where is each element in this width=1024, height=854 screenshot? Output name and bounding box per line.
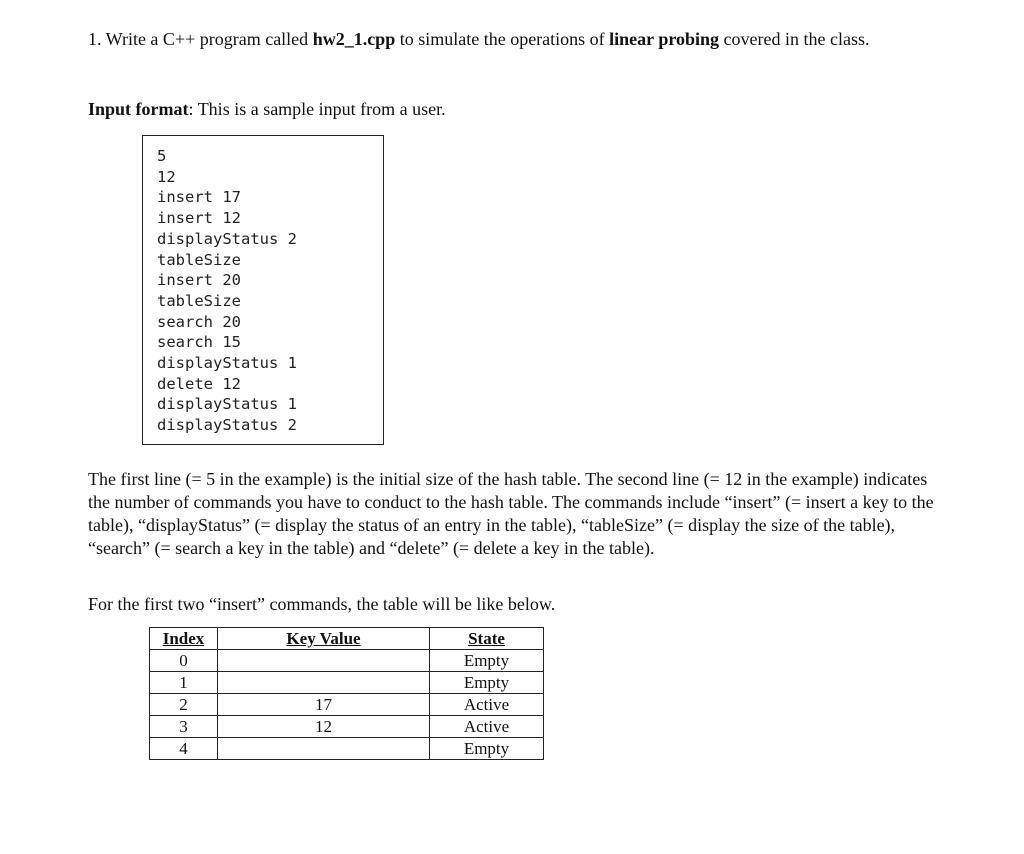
table-header-row bbox=[150, 628, 544, 650]
code-line: delete 12 bbox=[157, 374, 241, 393]
cell-index: 0 bbox=[150, 650, 218, 672]
header-key-value: Key Value bbox=[218, 628, 430, 650]
code-line: search 20 bbox=[157, 312, 241, 331]
code-line: insert 20 bbox=[157, 271, 241, 290]
code-line: insert 17 bbox=[157, 188, 241, 207]
cell-key: 17 bbox=[218, 694, 430, 716]
input-format-text: : This is a sample input from a user. bbox=[188, 99, 446, 119]
table-row bbox=[150, 716, 544, 738]
question-prefix: 1. Write a C++ program called bbox=[88, 29, 313, 49]
question-middle: to simulate the operations of bbox=[395, 29, 610, 49]
cell-index: 1 bbox=[150, 672, 218, 694]
cell-index: 4 bbox=[150, 738, 218, 760]
code-line: tableSize bbox=[157, 291, 241, 310]
table-intro: For the first two “insert” commands, the table will be like below. bbox=[88, 594, 556, 614]
cell-index: 2 bbox=[150, 694, 218, 716]
sample-input-box bbox=[142, 135, 384, 445]
description-paragraph: The first line (= 5 in the example) is the initial size of the hash table. The second line (= 12 in the example) indicates the number of commands you have to conduct to the hash table. The commands include “insert” (= insert a key to the table), “displayStatus” (= display the status of an entry in the table), “tableSize” (= display the size of the table), “search” (= search a key in the table) and “delete” (= delete a key in the table). bbox=[88, 469, 934, 558]
code-line: search 15 bbox=[157, 333, 241, 352]
table-row bbox=[150, 672, 544, 694]
cell-state: Empty bbox=[430, 672, 544, 694]
hash-table bbox=[149, 627, 544, 760]
header-state: State bbox=[430, 628, 544, 650]
question-statement bbox=[88, 28, 928, 51]
code-line: displayStatus 1 bbox=[157, 395, 297, 414]
topic-name: linear probing bbox=[609, 29, 720, 49]
code-line: 5 bbox=[157, 147, 167, 165]
cell-key: 12 bbox=[218, 716, 430, 738]
code-line: displayStatus 2 bbox=[157, 416, 297, 435]
table-row bbox=[150, 650, 544, 672]
code-line: displayStatus 1 bbox=[157, 354, 297, 373]
cell-state: Empty bbox=[430, 650, 544, 672]
cell-key bbox=[218, 672, 430, 694]
cell-key bbox=[218, 650, 430, 672]
input-format-label: Input format bbox=[88, 99, 189, 119]
input-format-line bbox=[88, 98, 928, 121]
question-suffix: covered in the class. bbox=[719, 29, 870, 49]
code-line: tableSize bbox=[157, 250, 241, 269]
table-row bbox=[150, 738, 544, 760]
cell-key bbox=[218, 738, 430, 760]
program-filename: hw2_1.cpp bbox=[312, 29, 396, 49]
code-line: insert 12 bbox=[157, 209, 241, 228]
cell-state: Active bbox=[430, 694, 544, 716]
cell-state: Active bbox=[430, 716, 544, 738]
code-line: displayStatus 2 bbox=[157, 229, 297, 248]
cell-index: 3 bbox=[150, 716, 218, 738]
header-index: Index bbox=[150, 628, 218, 650]
code-line: 12 bbox=[157, 167, 176, 186]
cell-state: Empty bbox=[430, 738, 544, 760]
table-row bbox=[150, 694, 544, 716]
